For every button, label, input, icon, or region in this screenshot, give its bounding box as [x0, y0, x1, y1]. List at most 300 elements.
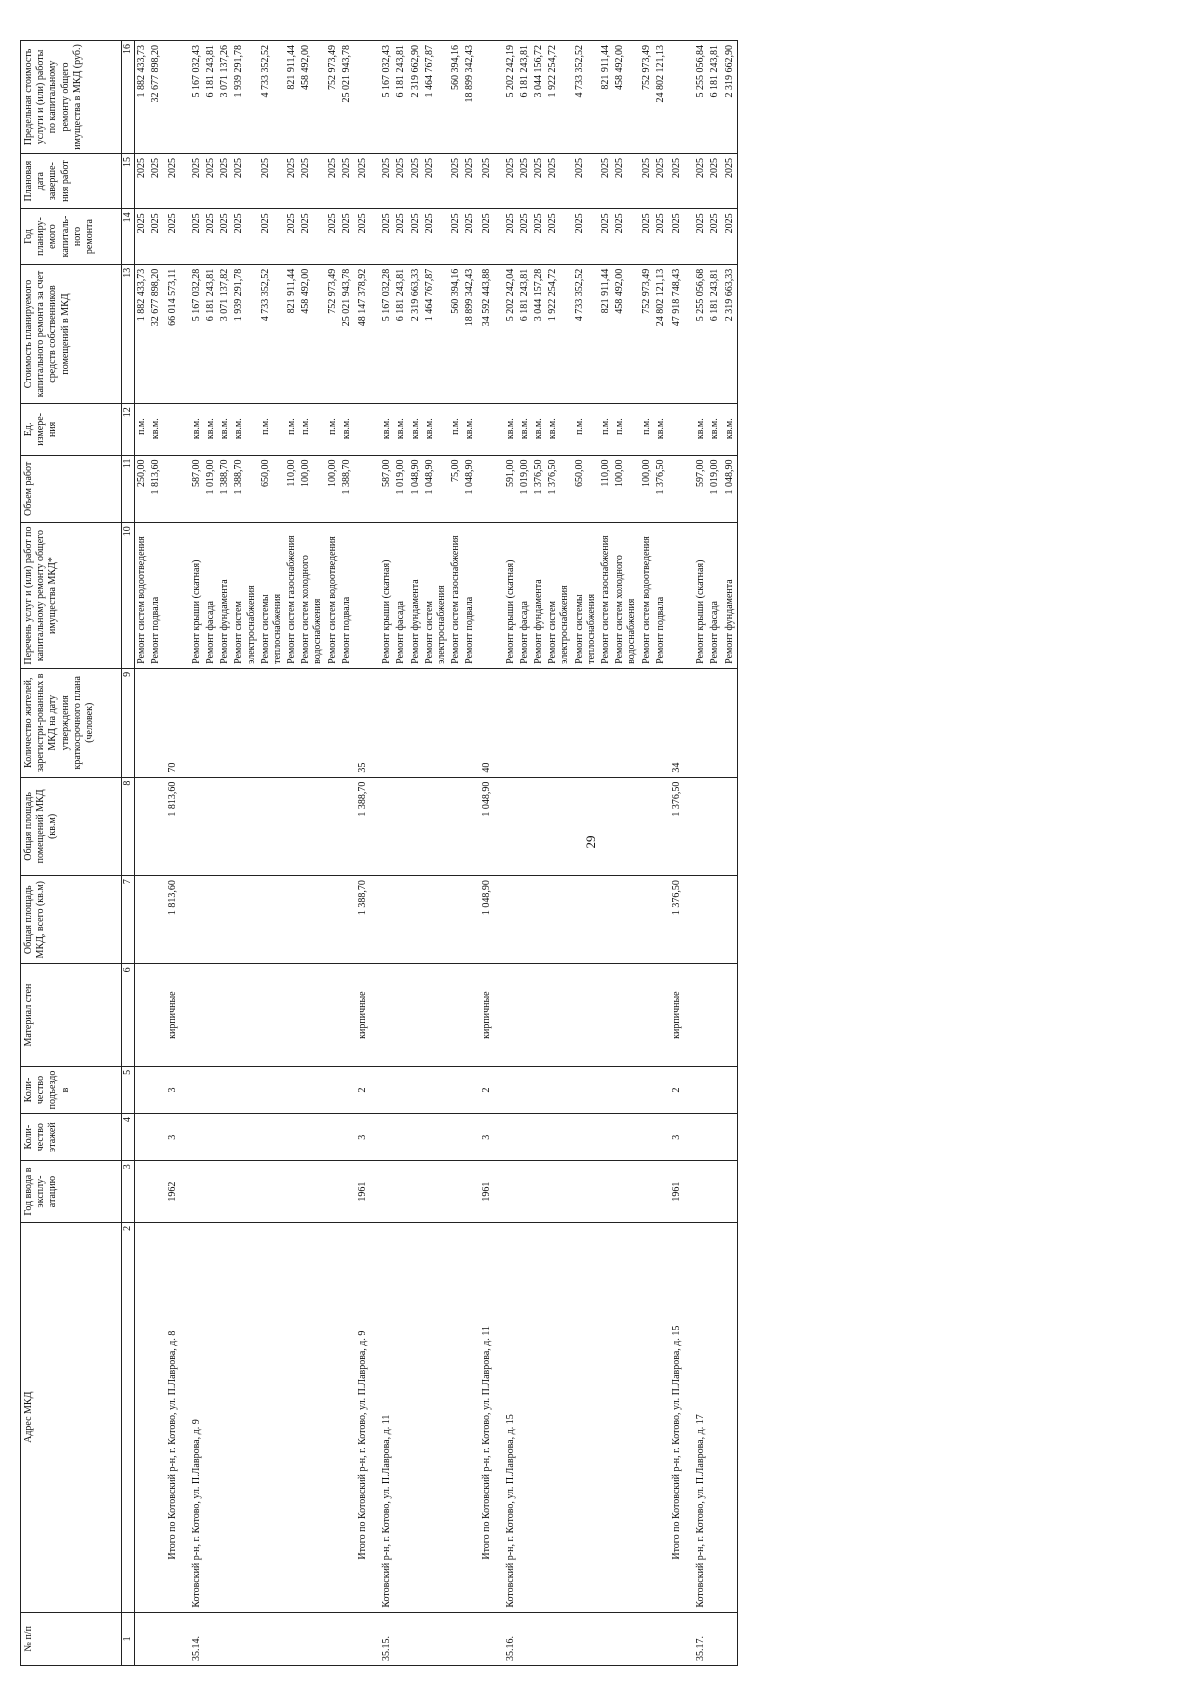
cell-floors	[149, 1114, 163, 1161]
cell-year: 2025	[259, 209, 285, 264]
cell-volume: 110,00	[285, 455, 299, 523]
cell-limit: 4 733 352,52	[259, 41, 285, 154]
cell-year: 2025	[478, 209, 499, 264]
cell-cost: 4 733 352,52	[573, 264, 599, 404]
cell-address	[326, 1222, 340, 1612]
cell-limit: 5 167 032,43	[375, 41, 394, 154]
cell-walls	[149, 964, 163, 1067]
cell-unit: кв.м.	[546, 404, 572, 455]
cell-cost: 66 014 573,11	[164, 264, 185, 404]
cell-work: Ремонт фундамента	[218, 523, 232, 669]
cell-walls	[599, 964, 613, 1067]
work-row	[204, 41, 218, 1666]
cell-residents	[340, 668, 354, 777]
cell-date: 2025	[259, 153, 285, 208]
cell-date: 2025	[299, 153, 325, 208]
cell-entrances	[640, 1066, 654, 1113]
cell-unit: кв.м.	[185, 404, 204, 455]
cell-volume: 100,00	[640, 455, 654, 523]
cell-area-total	[326, 876, 340, 964]
cell-entrances	[463, 1066, 477, 1113]
capital-repair-table	[20, 40, 738, 1666]
cell-address	[449, 1222, 463, 1612]
cell-year-built	[449, 1161, 463, 1223]
cell-work: Ремонт систем газоснабжения	[285, 523, 299, 669]
cell-unit: кв.м.	[654, 404, 668, 455]
cell-year-built	[326, 1161, 340, 1223]
cell-volume: 250,00	[135, 455, 150, 523]
column-number: 8	[122, 777, 135, 875]
cell-unit	[164, 404, 185, 455]
column-header: Год планиру-емого капиталь-ного ремонта	[21, 209, 122, 264]
cell-area-premises	[463, 777, 477, 875]
cell-limit: 25 021 943,78	[340, 41, 354, 154]
cell-walls	[613, 964, 639, 1067]
cell-area-premises	[518, 777, 532, 875]
cell-unit: п.м.	[326, 404, 340, 455]
cell-floors: 3	[478, 1114, 499, 1161]
cell-area-premises	[708, 777, 722, 875]
cell-walls: кирпичные	[478, 964, 499, 1067]
cell-unit: п.м.	[299, 404, 325, 455]
cell-address	[340, 1222, 354, 1612]
cell-entrances	[546, 1066, 572, 1113]
cell-walls	[299, 964, 325, 1067]
cell-address	[232, 1222, 258, 1612]
cell-year: 2025	[689, 209, 708, 264]
column-number: 5	[122, 1066, 135, 1113]
work-row	[259, 41, 285, 1666]
cell-address	[708, 1222, 722, 1612]
cell-date: 2025	[532, 153, 546, 208]
cell-limit: 5 167 032,43	[185, 41, 204, 154]
cell-volume: 1 376,50	[532, 455, 546, 523]
cell-num	[164, 1612, 185, 1665]
house-row	[185, 41, 204, 1666]
cell-address	[394, 1222, 408, 1612]
work-row	[285, 41, 299, 1666]
page-number: 29	[583, 835, 598, 849]
cell-floors	[409, 1114, 423, 1161]
total-row	[478, 41, 499, 1666]
cell-work: Ремонт крыши (скатная)	[689, 523, 708, 669]
cell-residents	[499, 668, 518, 777]
cell-work: Ремонт фасада	[204, 523, 218, 669]
cell-address	[204, 1222, 218, 1612]
cell-floors	[599, 1114, 613, 1161]
cell-floors	[532, 1114, 546, 1161]
cell-residents	[423, 668, 449, 777]
column-header: № п/п	[21, 1612, 122, 1665]
cell-year-built	[423, 1161, 449, 1223]
cell-year: 2025	[354, 209, 375, 264]
cell-work: Ремонт подвала	[463, 523, 477, 669]
column-header: Коли-чество этажей	[21, 1114, 122, 1161]
cell-walls	[499, 964, 518, 1067]
cell-walls	[232, 964, 258, 1067]
column-header: Год ввода в эксплу-атацию	[21, 1161, 122, 1223]
cell-area-premises	[149, 777, 163, 875]
cell-volume: 1 388,70	[340, 455, 354, 523]
cell-area-total: 1 388,70	[354, 876, 375, 964]
cell-work: Ремонт систем водоотведения	[326, 523, 340, 669]
cell-work: Ремонт систем электроснабжения	[546, 523, 572, 669]
cell-area-total	[285, 876, 299, 964]
cell-unit: кв.м.	[394, 404, 408, 455]
cell-year: 2025	[375, 209, 394, 264]
work-row	[723, 41, 738, 1666]
cell-date: 2025	[599, 153, 613, 208]
total-row	[668, 41, 689, 1666]
cell-year-built	[689, 1161, 708, 1223]
cell-date: 2025	[409, 153, 423, 208]
cell-date: 2025	[449, 153, 463, 208]
cell-area-total	[135, 876, 150, 964]
cell-area-total	[149, 876, 163, 964]
column-number: 4	[122, 1114, 135, 1161]
cell-area-premises	[204, 777, 218, 875]
cell-residents	[546, 668, 572, 777]
cell-work: Ремонт систем холодного водоснабжения	[613, 523, 639, 669]
cell-area-premises	[640, 777, 654, 875]
cell-volume: 1 019,00	[204, 455, 218, 523]
cell-year-built	[299, 1161, 325, 1223]
cell-num	[640, 1612, 654, 1665]
cell-limit	[478, 41, 499, 154]
cell-year-built	[613, 1161, 639, 1223]
cell-floors	[613, 1114, 639, 1161]
cell-floors	[640, 1114, 654, 1161]
cell-residents	[708, 668, 722, 777]
cell-address	[463, 1222, 477, 1612]
cell-area-premises	[689, 777, 708, 875]
cell-year-built	[394, 1161, 408, 1223]
cell-residents	[723, 668, 738, 777]
cell-date: 2025	[149, 153, 163, 208]
column-header: Общая площадь помещений МКД (кв.м)	[21, 777, 122, 875]
cell-cost: 3 071 137,82	[218, 264, 232, 404]
cell-num: 35.14.	[185, 1612, 204, 1665]
cell-cost: 48 147 378,92	[354, 264, 375, 404]
cell-volume: 587,00	[375, 455, 394, 523]
cell-limit: 821 911,44	[285, 41, 299, 154]
cell-year: 2025	[185, 209, 204, 264]
work-row	[546, 41, 572, 1666]
cell-work	[478, 523, 499, 669]
cell-cost: 1 922 254,72	[546, 264, 572, 404]
cell-volume: 1 048,90	[723, 455, 738, 523]
cell-area-total	[599, 876, 613, 964]
cell-volume: 1 019,00	[394, 455, 408, 523]
cell-year-built	[409, 1161, 423, 1223]
cell-year-built	[654, 1161, 668, 1223]
column-number: 13	[122, 264, 135, 404]
cell-area-total	[423, 876, 449, 964]
cell-residents	[149, 668, 163, 777]
cell-year: 2025	[164, 209, 185, 264]
column-header: Объем работ	[21, 455, 122, 523]
cell-volume	[478, 455, 499, 523]
cell-volume: 100,00	[326, 455, 340, 523]
cell-volume	[164, 455, 185, 523]
cell-residents	[640, 668, 654, 777]
cell-residents	[409, 668, 423, 777]
cell-floors	[135, 1114, 150, 1161]
cell-num	[423, 1612, 449, 1665]
cell-volume: 75,00	[449, 455, 463, 523]
cell-entrances	[299, 1066, 325, 1113]
cell-residents	[689, 668, 708, 777]
cell-entrances	[409, 1066, 423, 1113]
cell-residents	[394, 668, 408, 777]
cell-limit: 2 319 662,90	[409, 41, 423, 154]
cell-area-total	[299, 876, 325, 964]
cell-year-built: 1961	[478, 1161, 499, 1223]
column-number: 14	[122, 209, 135, 264]
cell-area-total	[185, 876, 204, 964]
cell-work: Ремонт систем холодного водоснабжения	[299, 523, 325, 669]
cell-volume: 1 376,50	[654, 455, 668, 523]
cell-unit: кв.м.	[409, 404, 423, 455]
cell-floors	[259, 1114, 285, 1161]
cell-work: Ремонт фасада	[394, 523, 408, 669]
cell-unit: кв.м.	[340, 404, 354, 455]
cell-walls	[518, 964, 532, 1067]
cell-date: 2025	[463, 153, 477, 208]
cell-date: 2025	[232, 153, 258, 208]
cell-cost: 560 394,16	[449, 264, 463, 404]
cell-year: 2025	[654, 209, 668, 264]
work-row	[423, 41, 449, 1666]
cell-walls	[326, 964, 340, 1067]
cell-walls	[449, 964, 463, 1067]
cell-residents: 34	[668, 668, 689, 777]
cell-volume: 1 813,60	[149, 455, 163, 523]
cell-area-premises	[218, 777, 232, 875]
cell-area-premises	[340, 777, 354, 875]
cell-address	[518, 1222, 532, 1612]
cell-unit: кв.м.	[218, 404, 232, 455]
cell-walls	[654, 964, 668, 1067]
cell-area-premises	[326, 777, 340, 875]
cell-num	[149, 1612, 163, 1665]
cell-year: 2025	[204, 209, 218, 264]
cell-floors	[232, 1114, 258, 1161]
cell-date: 2025	[135, 153, 150, 208]
cell-date: 2025	[285, 153, 299, 208]
cell-address	[654, 1222, 668, 1612]
cell-address: Котовский р-н, г. Котово, ул. П.Лаврова, д. 11	[375, 1222, 394, 1612]
cell-area-total	[546, 876, 572, 964]
cell-date: 2025	[613, 153, 639, 208]
cell-floors	[185, 1114, 204, 1161]
total-row	[354, 41, 375, 1666]
cell-year-built	[499, 1161, 518, 1223]
cell-limit: 4 733 352,52	[573, 41, 599, 154]
cell-residents: 40	[478, 668, 499, 777]
cell-year-built	[135, 1161, 150, 1223]
cell-volume: 1 048,90	[409, 455, 423, 523]
cell-walls: кирпичные	[164, 964, 185, 1067]
cell-walls	[204, 964, 218, 1067]
cell-year-built	[463, 1161, 477, 1223]
cell-unit: кв.м.	[499, 404, 518, 455]
cell-volume: 1 019,00	[518, 455, 532, 523]
cell-residents	[613, 668, 639, 777]
cell-address: Итого по Котовский р-н, г. Котово, ул. П.Лаврова, д. 11	[478, 1222, 499, 1612]
cell-area-premises	[546, 777, 572, 875]
work-row	[449, 41, 463, 1666]
cell-limit: 18 899 342,43	[463, 41, 477, 154]
column-header: Стоимость планируемого капитального ремонта за счет средств собственников помещений в МКД	[21, 264, 122, 404]
cell-address	[532, 1222, 546, 1612]
cell-area-premises	[423, 777, 449, 875]
cell-area-premises	[613, 777, 639, 875]
cell-address	[409, 1222, 423, 1612]
cell-volume: 1 388,70	[232, 455, 258, 523]
cell-year-built	[532, 1161, 546, 1223]
cell-year: 2025	[340, 209, 354, 264]
cell-year-built	[218, 1161, 232, 1223]
cell-limit: 1 882 433,73	[135, 41, 150, 154]
cell-num	[599, 1612, 613, 1665]
cell-entrances	[394, 1066, 408, 1113]
cell-area-premises: 1 376,50	[668, 777, 689, 875]
cell-year-built	[285, 1161, 299, 1223]
cell-residents	[259, 668, 285, 777]
cell-walls	[532, 964, 546, 1067]
cell-work: Ремонт систем электроснабжения	[232, 523, 258, 669]
cell-walls	[689, 964, 708, 1067]
cell-num	[285, 1612, 299, 1665]
cell-area-total	[232, 876, 258, 964]
cell-date: 2025	[423, 153, 449, 208]
column-number: 9	[122, 668, 135, 777]
cell-work: Ремонт крыши (скатная)	[499, 523, 518, 669]
column-number: 10	[122, 523, 135, 669]
cell-residents	[532, 668, 546, 777]
cell-area-premises	[135, 777, 150, 875]
cell-entrances: 2	[354, 1066, 375, 1113]
cell-unit: п.м.	[640, 404, 654, 455]
column-number: 7	[122, 876, 135, 964]
cell-date: 2025	[654, 153, 668, 208]
cell-work	[668, 523, 689, 669]
cell-address	[640, 1222, 654, 1612]
cell-unit	[478, 404, 499, 455]
column-number: 3	[122, 1161, 135, 1223]
cell-floors	[340, 1114, 354, 1161]
cell-residents	[299, 668, 325, 777]
cell-year-built: 1961	[668, 1161, 689, 1223]
cell-num	[532, 1612, 546, 1665]
cell-work: Ремонт системы теплоснабжения	[259, 523, 285, 669]
cell-floors	[449, 1114, 463, 1161]
work-row	[532, 41, 546, 1666]
cell-walls	[394, 964, 408, 1067]
cell-residents	[375, 668, 394, 777]
cell-unit: п.м.	[613, 404, 639, 455]
cell-walls	[259, 964, 285, 1067]
cell-year: 2025	[218, 209, 232, 264]
cell-area-premises: 1 388,70	[354, 777, 375, 875]
work-row	[326, 41, 340, 1666]
house-row	[375, 41, 394, 1666]
cell-volume: 1 048,90	[423, 455, 449, 523]
cell-limit	[668, 41, 689, 154]
cell-address: Котовский р-н, г. Котово, ул. П.Лаврова, д. 17	[689, 1222, 708, 1612]
cell-area-total	[449, 876, 463, 964]
cell-year-built	[149, 1161, 163, 1223]
cell-year-built	[723, 1161, 738, 1223]
cell-entrances	[689, 1066, 708, 1113]
cell-date: 2025	[640, 153, 654, 208]
cell-volume: 1 019,00	[708, 455, 722, 523]
cell-limit	[164, 41, 185, 154]
cell-work: Ремонт крыши (скатная)	[185, 523, 204, 669]
cell-limit: 752 973,49	[640, 41, 654, 154]
cell-area-premises	[375, 777, 394, 875]
cell-entrances	[285, 1066, 299, 1113]
cell-residents	[285, 668, 299, 777]
cell-year: 2025	[532, 209, 546, 264]
cell-unit: кв.м.	[689, 404, 708, 455]
cell-entrances	[218, 1066, 232, 1113]
column-number: 12	[122, 404, 135, 455]
cell-work	[354, 523, 375, 669]
cell-volume: 650,00	[573, 455, 599, 523]
cell-unit: кв.м.	[518, 404, 532, 455]
cell-unit: кв.м.	[232, 404, 258, 455]
cell-floors	[518, 1114, 532, 1161]
work-row	[708, 41, 722, 1666]
cell-cost: 1 939 291,78	[232, 264, 258, 404]
cell-year: 2025	[573, 209, 599, 264]
cell-walls	[546, 964, 572, 1067]
cell-area-total	[708, 876, 722, 964]
cell-residents	[232, 668, 258, 777]
work-row	[340, 41, 354, 1666]
cell-num	[654, 1612, 668, 1665]
cell-unit: кв.м.	[375, 404, 394, 455]
cell-area-premises	[394, 777, 408, 875]
cell-year: 2025	[149, 209, 163, 264]
cell-cost: 5 255 056,68	[689, 264, 708, 404]
work-row	[135, 41, 150, 1666]
cell-floors	[463, 1114, 477, 1161]
column-number: 15	[122, 153, 135, 208]
cell-unit	[354, 404, 375, 455]
cell-cost: 5 167 032,28	[185, 264, 204, 404]
cell-walls	[285, 964, 299, 1067]
cell-address	[218, 1222, 232, 1612]
cell-cost: 458 492,00	[299, 264, 325, 404]
house-row	[499, 41, 518, 1666]
cell-limit: 3 044 156,72	[532, 41, 546, 154]
cell-num	[449, 1612, 463, 1665]
cell-cost: 32 677 898,20	[149, 264, 163, 404]
cell-cost: 34 592 443,88	[478, 264, 499, 404]
cell-entrances	[232, 1066, 258, 1113]
cell-entrances	[499, 1066, 518, 1113]
cell-address	[423, 1222, 449, 1612]
cell-area-premises	[532, 777, 546, 875]
cell-date: 2025	[185, 153, 204, 208]
cell-work: Ремонт фасада	[708, 523, 722, 669]
cell-entrances	[613, 1066, 639, 1113]
work-row	[232, 41, 258, 1666]
cell-address: Котовский р-н, г. Котово, ул. П.Лаврова, д. 9	[185, 1222, 204, 1612]
